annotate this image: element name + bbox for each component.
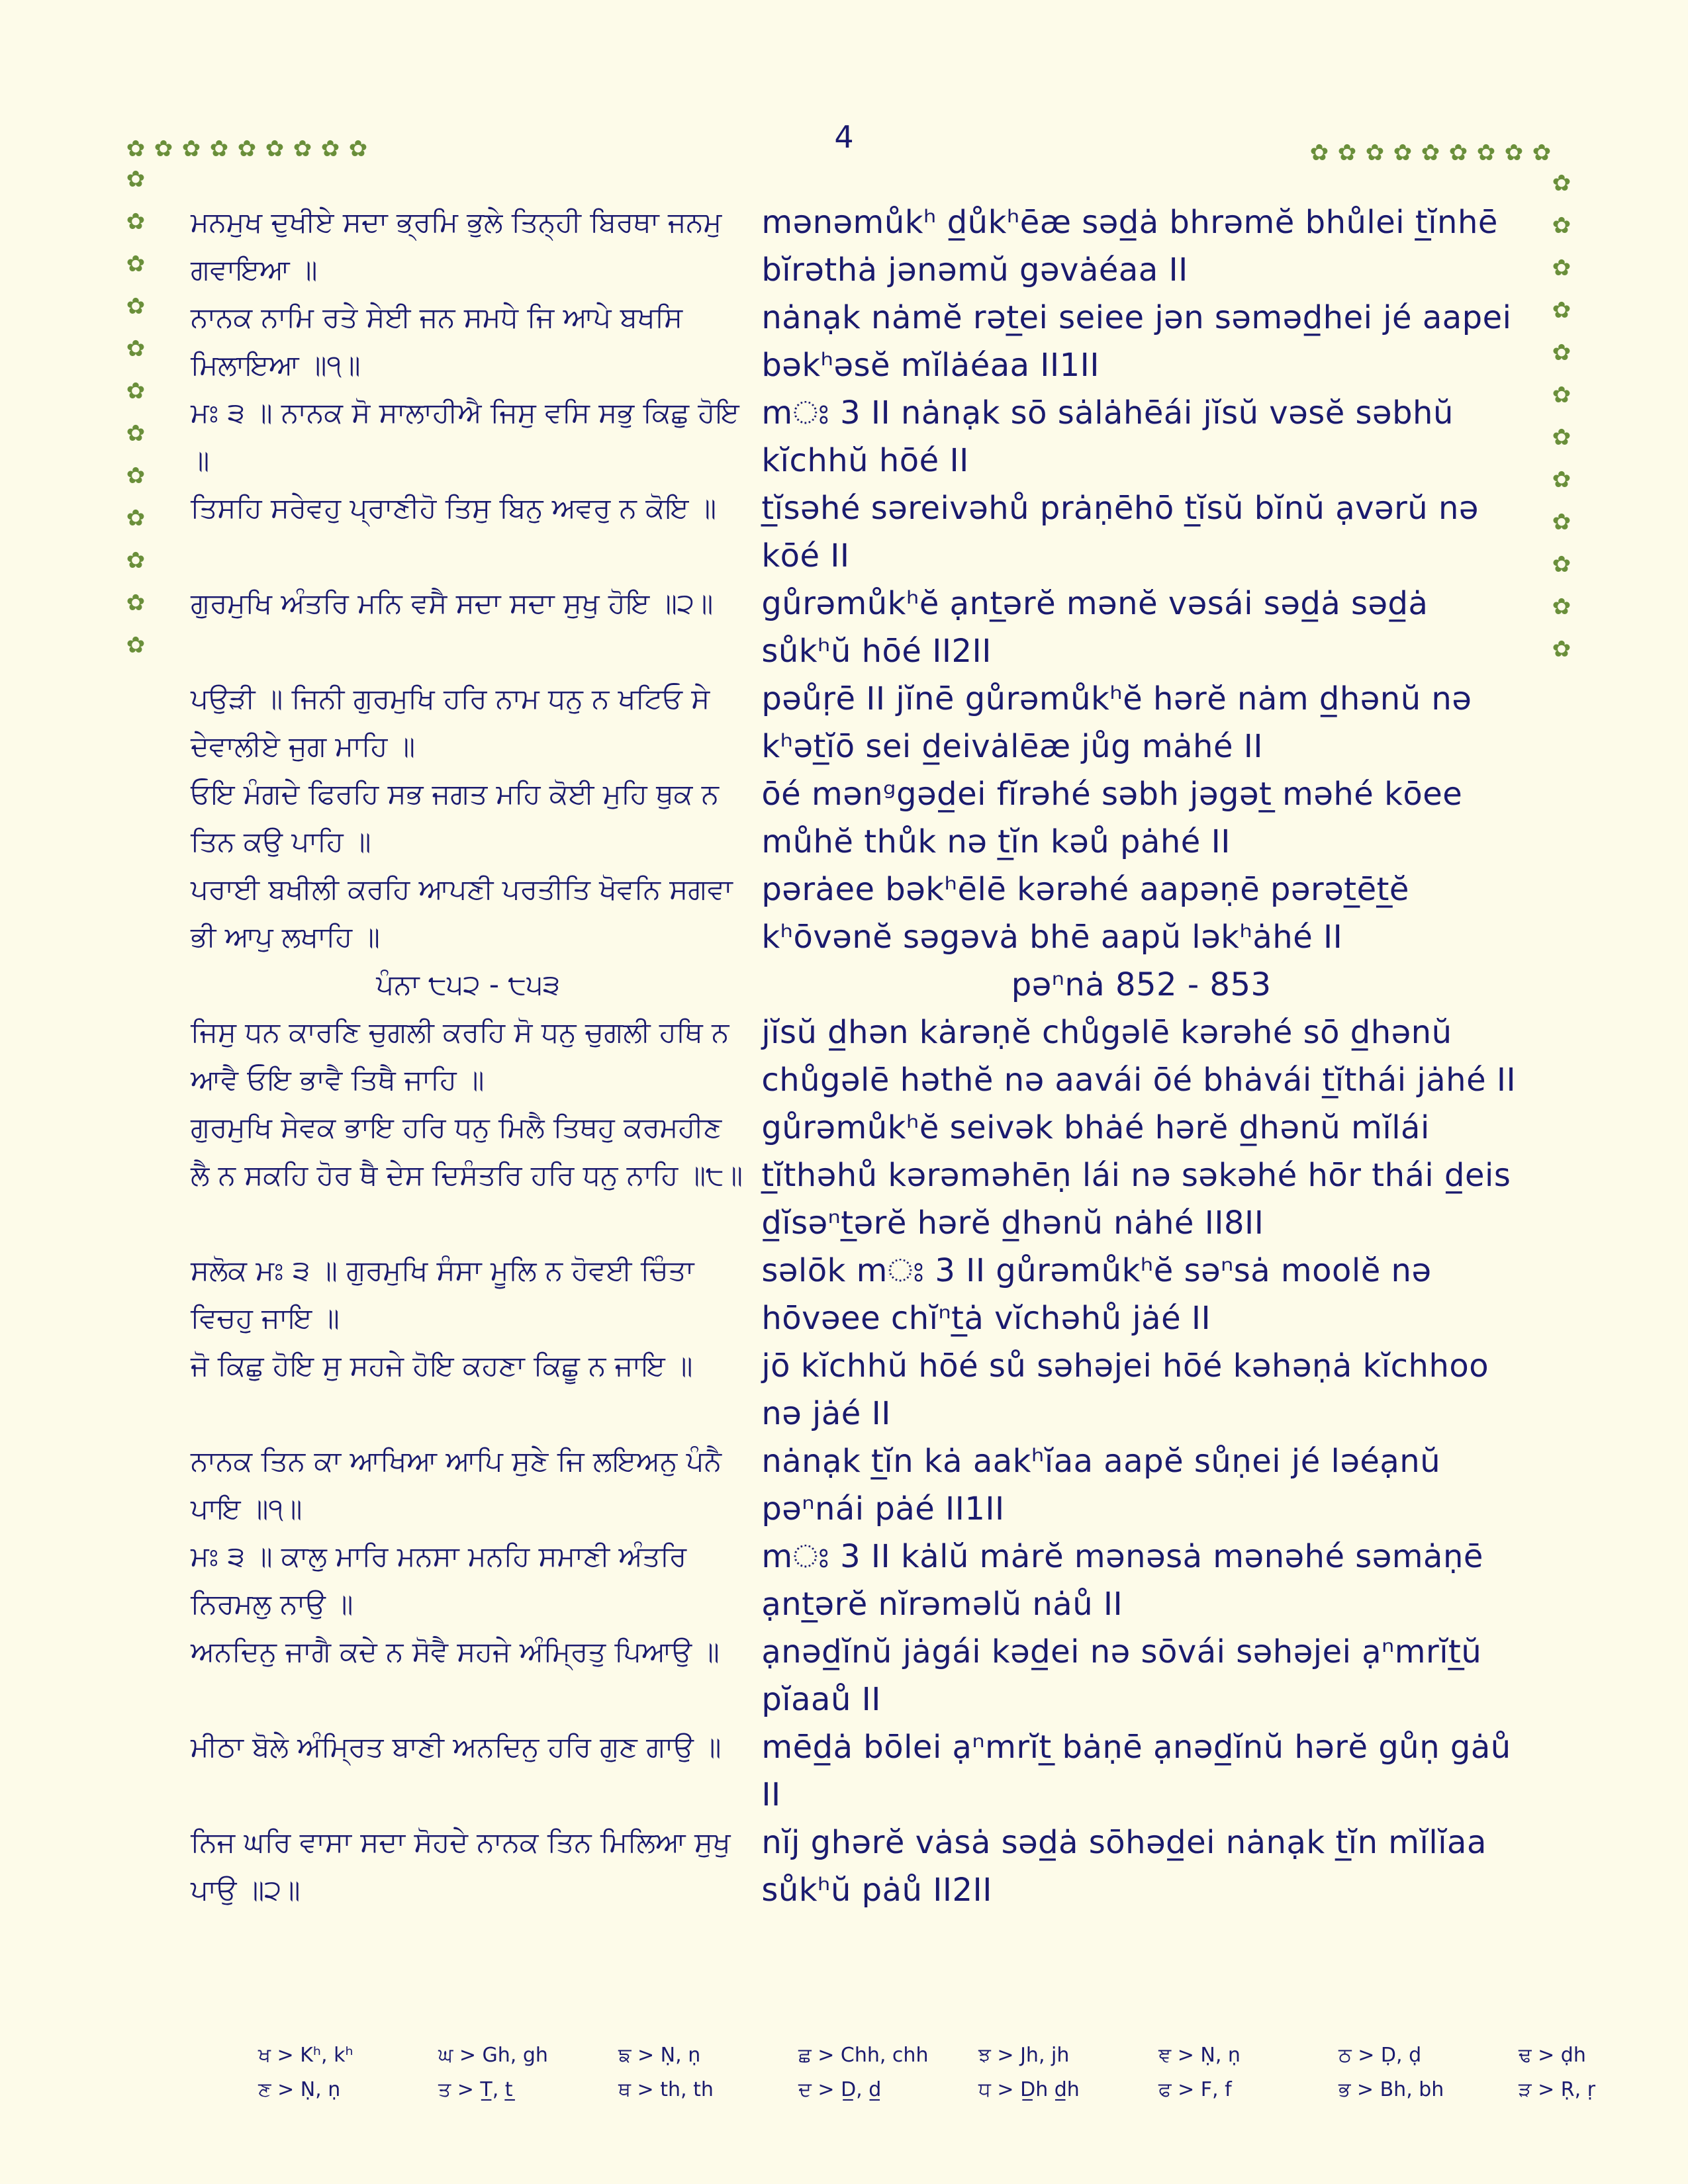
gurmukhi-text: ਨਿਜ ਘਰਿ ਵਾਸਾ ਸਦਾ ਸੋਹਦੇ ਨਾਨਕ ਤਿਨ ਮਿਲਿਆ ਸੁਖੁ ਪਾਉ ॥੨॥ <box>191 1826 731 1906</box>
transliteration-text: səlōk mਃ 3 II gůrəmůkʰĕ səⁿsȧ moolĕ nə hōvəee chĭⁿt̲ȧ vĭchəhů jȧé II <box>761 1252 1432 1337</box>
flower-icon: ✿ <box>1552 340 1571 366</box>
verse-table <box>191 199 1521 1914</box>
legend-entry: ਠ > Ḍ, ḍ <box>1338 2044 1422 2067</box>
gurmukhi-text: ਨਾਨਕ ਤਿਨ ਕਾ ਆਖਿਆ ਆਪਿ ਸੁਣੇ ਜਿ ਲਇਅਨੁ ਪੰਨੈ ਪਾਇ ॥੧॥ <box>191 1445 722 1525</box>
legend-row <box>258 2073 1688 2107</box>
page-reference-row <box>191 961 1521 1009</box>
flower-icon: ✿ <box>126 420 146 447</box>
flower-icon: ✿ <box>265 136 285 162</box>
verse-row <box>191 1247 1521 1342</box>
transliteration-text: nȧnạk nȧmĕ rət̲ei seiee jən səməd̲hei jé aapei bəkʰəsĕ mĭlȧéaa II1II <box>761 299 1512 384</box>
flower-icon: ✿ <box>126 547 146 574</box>
legend-entry: ਦ > D̲, d̲ <box>798 2078 882 2101</box>
flower-icon: ✿ <box>126 136 146 162</box>
gurmukhi-text: ਨਾਨਕ ਨਾਮਿ ਰਤੇ ਸੇਈ ਜਨ ਸਮਧੇ ਜਿ ਆਪੇ ਬਖਸਿ ਮਿਲਾਇਆ ॥੧॥ <box>191 301 683 381</box>
legend-entry: ਛ > Chh, chh <box>798 2044 929 2067</box>
gurmukhi-text: ਪਰਾਈ ਬਖੀਲੀ ਕਰਹਿ ਆਪਣੀ ਪਰਤੀਤਿ ਖੋਵਨਿ ਸਗਵਾ ਭੀ ਆਪੁ ਲਖਾਹਿ ॥ <box>191 873 733 953</box>
flower-icon: ✿ <box>126 293 146 320</box>
legend-entry: ਙ > Ṇ, ṇ <box>618 2044 701 2067</box>
legend-entry: ਣ > Ṇ, ṇ <box>258 2078 341 2101</box>
verse-row <box>191 1342 1521 1437</box>
flower-icon: ✿ <box>126 632 146 659</box>
gurmukhi-text: ਗੁਰਮੁਖਿ ਅੰਤਰਿ ਮਨਿ ਵਸੈ ਸਦਾ ਸਦਾ ਸੁਖੁ ਹੋਇ ॥੨॥ <box>191 587 714 619</box>
legend-entry: ਞ > Ṇ, ṇ <box>1158 2044 1241 2067</box>
flower-icon: ✿ <box>1393 140 1413 166</box>
flower-icon: ✿ <box>320 136 340 162</box>
transliteration-text: ōé mənᵍgəd̲ei fĭrəhé səbh jəgət̲ məhé kōee můhĕ thůk nə t̲ĭn kəů pȧhé II <box>761 776 1463 860</box>
flower-icon: ✿ <box>1365 140 1385 166</box>
legend-entry: ਘ > Gh, gh <box>438 2044 548 2067</box>
transliteration-text: t̲ĭsəhé səreivəhů prȧṇēhō t̲ĭsŭ bĭnŭ ạvərŭ nə kōé II <box>761 490 1479 574</box>
flower-icon: ✿ <box>1552 636 1571 662</box>
flower-icon: ✿ <box>126 251 146 277</box>
verse-row <box>191 580 1521 675</box>
verse-row <box>191 1533 1521 1628</box>
legend-entry: ਤ > T̲, t̲ <box>438 2078 513 2101</box>
flower-icon: ✿ <box>209 136 229 162</box>
verse-row <box>191 199 1521 294</box>
flower-icon: ✿ <box>181 136 201 162</box>
flower-icon: ✿ <box>1552 509 1571 535</box>
left-flower-border <box>122 165 150 659</box>
page-reference-transliteration: pəⁿnȧ 852 - 853 <box>1011 966 1272 1003</box>
flower-icon: ✿ <box>126 463 146 489</box>
legend-entry: ਫ > F, f <box>1158 2078 1232 2101</box>
flower-icon: ✿ <box>1421 140 1440 166</box>
verse-row <box>191 866 1521 961</box>
verse-row <box>191 1104 1521 1247</box>
transliteration-text: pərȧee bəkʰēlē kərəhé aapəṇē pərət̲ēt̲ĕ kʰōvənĕ səgəvȧ bhē aapŭ ləkʰȧhé II <box>761 871 1409 956</box>
page-reference-gurmukhi: ਪੰਨਾ ੮੫੨ - ੮੫੩ <box>376 968 561 1001</box>
flower-icon: ✿ <box>1552 594 1571 620</box>
legend-entry: ਥ > th, th <box>618 2078 714 2101</box>
verse-row <box>191 675 1521 770</box>
gurmukhi-text: ਜੋ ਕਿਛੁ ਹੋਇ ਸੁ ਸਹਜੇ ਹੋਇ ਕਹਣਾ ਕਿਛੂ ਨ ਜਾਇ ॥ <box>191 1349 693 1382</box>
flower-icon: ✿ <box>293 136 312 162</box>
page-number: 4 <box>834 119 854 155</box>
transliteration-text: nĭj ghərĕ vȧsȧ səd̲ȧ sōhəd̲ei nȧnạk t̲ĭn mĭlĭaa sůkʰŭ pȧů II2II <box>761 1824 1487 1909</box>
verse-row <box>191 389 1521 484</box>
gurmukhi-text: ਓਇ ਮੰਗਦੇ ਫਿਰਹਿ ਸਭ ਜਗਤ ਮਹਿ ਕੋਈ ਮੁਹਿ ਥੁਕ ਨ ਤਿਨ ਕਉ ਪਾਹਿ ॥ <box>191 778 719 858</box>
verse-row <box>191 1009 1521 1104</box>
gurmukhi-text: ਮਨਮੁਖ ਦੁਖੀਏ ਸਦਾ ਭ੍ਰਮਿ ਭੁਲੇ ਤਿਨ੍ਹੀ ਬਿਰਥਾ ਜਨਮੁ ਗਵਾਇਆ ॥ <box>191 206 722 286</box>
flower-icon: ✿ <box>126 166 146 193</box>
transliteration-text: gůrəmůkʰĕ ạnt̲ərĕ mənĕ vəsái səd̲ȧ səd̲ȧ sůkʰŭ hōé II2II <box>761 585 1429 670</box>
transliteration-text: nȧnạk t̲ĭn kȧ aakʰĭaa aapĕ sůṇei jé ləéạnŭ pəⁿnái pȧé II1II <box>761 1443 1441 1527</box>
flower-icon: ✿ <box>1552 424 1571 451</box>
verse-row <box>191 1628 1521 1723</box>
flower-icon: ✿ <box>126 590 146 616</box>
flower-icon: ✿ <box>1504 140 1524 166</box>
gurmukhi-text: ਮਃ ੩ ॥ ਕਾਲੁ ਮਾਰਿ ਮਨਸਾ ਮਨਹਿ ਸਮਾਣੀ ਅੰਤਰਿ ਨਿਰਮਲੁ ਨਾਉ ॥ <box>191 1540 687 1620</box>
top-right-flower-border <box>1305 139 1556 167</box>
flower-icon: ✿ <box>1552 467 1571 493</box>
flower-icon: ✿ <box>1552 212 1571 239</box>
legend-entry: ਢ > ḍh <box>1519 2044 1586 2067</box>
gurmukhi-text: ਸਲੋਕ ਮਃ ੩ ॥ ਗੁਰਮੁਖਿ ਸੰਸਾ ਮੂਲਿ ਨ ਹੋਵਈ ਚਿੰਤਾ ਵਿਚਹੁ ਜਾਇ ॥ <box>191 1254 694 1334</box>
gurmukhi-text: ਅਨਦਿਨੁ ਜਾਗੈ ਕਦੇ ਨ ਸੋਵੈ ਸਹਜੇ ਅੰਮ੍ਰਿਤੁ ਪਿਆਉ ॥ <box>191 1635 720 1668</box>
flower-icon: ✿ <box>154 136 173 162</box>
gurmukhi-text: ਮੀਠਾ ਬੋਲੇ ਅੰਮ੍ਰਿਤ ਬਾਣੀ ਅਨਦਿਨੁ ਹਰਿ ਗੁਣ ਗਾਉ ॥ <box>191 1731 722 1763</box>
right-flower-border <box>1548 169 1575 663</box>
gurmukhi-text: ਪਉੜੀ ॥ ਜਿਨੀ ਗੁਰਮੁਖਿ ਹਰਿ ਨਾਮ ਧਨੁ ਨ ਖਟਿਓ ਸੇ ਦੇਵਾਲੀਏ ਜੁਗ ਮਾਹਿ ॥ <box>191 682 710 762</box>
transliteration-text: mਃ 3 II nȧnạk sō sȧlȧhēái jĭsŭ vəsĕ səbhŭ kĭchhŭ hōé II <box>761 394 1454 479</box>
flower-icon: ✿ <box>1448 140 1468 166</box>
flower-icon: ✿ <box>126 208 146 235</box>
flower-icon: ✿ <box>1552 382 1571 408</box>
legend-entry: ਖ > Kʰ, kʰ <box>258 2044 353 2067</box>
flower-icon: ✿ <box>1552 551 1571 578</box>
flower-icon: ✿ <box>1552 170 1571 197</box>
transliteration-text: ạnəd̲ĭnŭ jȧgái kəd̲ei nə sōvái səhəjei ạⁿmrĭt̲ŭ pĭaaů II <box>761 1633 1482 1718</box>
flower-icon: ✿ <box>237 136 257 162</box>
gurmukhi-text: ਤਿਸਹਿ ਸਰੇਵਹੁ ਪ੍ਰਾਣੀਹੋ ਤਿਸੁ ਬਿਨੁ ਅਵਰੁ ਨ ਕੋਇ ॥ <box>191 492 717 524</box>
legend-row <box>258 2038 1688 2073</box>
legend-entry: ਧ > D̲h d̲h <box>978 2078 1080 2101</box>
flower-icon: ✿ <box>126 378 146 404</box>
verse-row <box>191 484 1521 580</box>
verse-row <box>191 294 1521 389</box>
flower-icon: ✿ <box>1309 140 1329 166</box>
transliteration-text: mēd̲ȧ bōlei ạⁿmrĭt̲ bȧṇē ạnəd̲ĭnŭ hərĕ gůṇ gȧů II <box>761 1729 1511 1813</box>
transliteration-text: mਃ 3 II kȧlŭ mȧrĕ mənəsȧ mənəhé səmȧṇē ạnt̲ərĕ nĭrəməlŭ nȧů II <box>761 1538 1483 1623</box>
flower-icon: ✿ <box>1337 140 1357 166</box>
flower-icon: ✿ <box>1552 297 1571 324</box>
legend-entry: ਝ > Jh, jh <box>978 2044 1070 2067</box>
legend-entry: ਭ > Bh, bh <box>1338 2078 1444 2101</box>
verse-row <box>191 1723 1521 1819</box>
legend-entry: ੜ > Ṛ, ṛ <box>1519 2078 1596 2101</box>
transliteration-text: jĭsŭ d̲hən kȧrəṇĕ chůgəlē kərəhé sō d̲hənŭ chůgəlē həthĕ nə aavái ōé bhȧvái t̲ĭthái jȧhé II <box>761 1014 1517 1099</box>
transliteration-text: jō kĭchhŭ hōé sů səhəjei hōé kəhəṇȧ kĭchhoo nə jȧé II <box>761 1347 1489 1432</box>
flower-icon: ✿ <box>348 136 368 162</box>
gurmukhi-text: ਗੁਰਮੁਖਿ ਸੇਵਕ ਭਾਇ ਹਰਿ ਧਨੁ ਮਿਲੈ ਤਿਥਹੁ ਕਰਮਹੀਣ ਲੈ ਨ ਸਕਹਿ ਹੋਰ ਥੈ ਦੇਸ ਦਿਸੰਤਰਿ ਹਰਿ ਧਨੁ ਨਾਹਿ ॥੮॥ <box>191 1111 743 1191</box>
verse-row <box>191 1437 1521 1533</box>
flower-icon: ✿ <box>126 505 146 531</box>
gurmukhi-text: ਜਿਸੁ ਧਨ ਕਾਰਣਿ ਚੁਗਲੀ ਕਰਹਿ ਸੋ ਧਨੁ ਚੁਗਲੀ ਹਥਿ ਨ ਆਵੈ ਓਇ ਭਾਵੈ ਤਿਥੈ ਜਾਹਿ ॥ <box>191 1016 729 1096</box>
flower-icon: ✿ <box>126 336 146 362</box>
transliteration-text: mənəmůkʰ d̲ůkʰēæ səd̲ȧ bhrəmĕ bhůlei t̲ĭnhē bĭrəthȧ jənəmŭ gəvȧéaa II <box>761 204 1498 289</box>
verse-row <box>191 770 1521 866</box>
verse-row <box>191 1819 1521 1914</box>
flower-icon: ✿ <box>1476 140 1496 166</box>
top-left-flower-border <box>122 135 372 163</box>
gurmukhi-text: ਮਃ ੩ ॥ ਨਾਨਕ ਸੋ ਸਾਲਾਹੀਐ ਜਿਸੁ ਵਸਿ ਸਭੁ ਕਿਛੁ ਹੋਇ ॥ <box>191 396 739 477</box>
transliteration-text: gůrəmůkʰĕ seivək bhȧé hərĕ d̲hənŭ mĭlái t̲ĭthəhů kərəməhēṇ lái nə səkəhé hōr thái d̲eis d̲ĭsəⁿt̲ərĕ hərĕ d̲hənŭ nȧhé II8II <box>761 1109 1511 1242</box>
flower-icon: ✿ <box>1532 140 1552 166</box>
transliteration-text: pəůṛē II jĭnē gůrəmůkʰĕ hərĕ nȧm d̲hənŭ nə kʰət̲ĭō sei d̲eivȧlēæ jůg mȧhé II <box>761 680 1472 765</box>
transliteration-legend <box>258 2038 1688 2107</box>
flower-icon: ✿ <box>1552 255 1571 281</box>
